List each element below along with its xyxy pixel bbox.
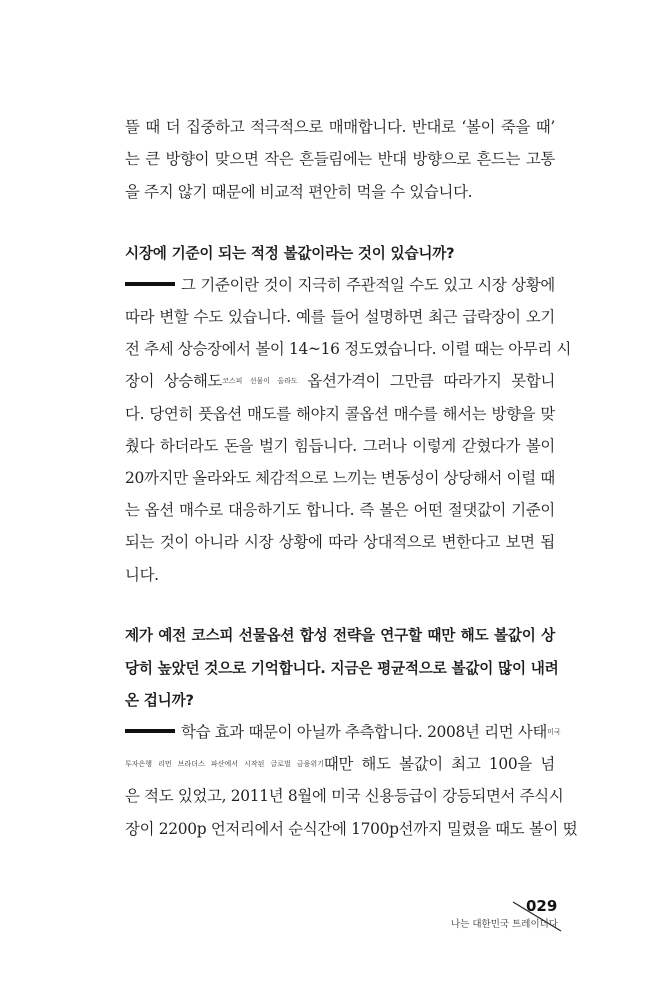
answer-text-line: 은 적도 있었고, 2011년 8월에 미국 신용등급이 강등되면서 주식시 — [125, 787, 564, 805]
answer-text: 학습 효과 때문이 아닐까 추측합니다. 2008년 리먼 사태 — [181, 723, 548, 741]
question-heading-line: 당히 높았던 것으로 기억합니다. 지금은 평균적으로 볼값이 많이 내려 — [125, 660, 559, 677]
answer-text-line: 되는 것이 아니라 시장 상황에 따라 상대적으로 변한다고 보면 됩 — [125, 533, 555, 551]
answer-text: 그 기준이란 것이 지극히 주관적일 수도 있고 시장 상황에 — [181, 276, 555, 294]
question-heading-line: 온 겁니까? — [125, 692, 194, 709]
answer-text-line: 다. 당연히 풋옵션 매도를 해야지 콜옵션 매수를 해서는 방향을 맞 — [125, 405, 555, 423]
question-heading-line: 제가 예전 코스피 선물옵션 합성 전략을 연구할 때만 해도 볼값이 상 — [125, 627, 555, 644]
page-number: 029 — [526, 897, 558, 915]
answer-text: 장이 상승해도 — [125, 372, 223, 390]
answer-text: 때만 해도 볼값이 최고 100을 넘 — [323, 755, 555, 773]
body-text-line: 는 큰 방향이 맞으면 작은 흔들림에는 반대 방향으로 흔드는 고통 — [125, 150, 555, 168]
question-heading: 시장에 기준이 되는 적정 볼값이라는 것이 있습니까? — [125, 245, 455, 262]
inline-gloss: 미국 — [547, 728, 561, 736]
answer-text-line: 20까지만 올라와도 체감적으로 느끼는 변동성이 상당해서 이럴 때 — [125, 469, 555, 487]
answer-text-line: 췄다 하더라도 돈을 벌기 힘듭니다. 그러나 이렇게 갇혔다가 볼이 — [125, 437, 555, 455]
answer-text: 옵션가격이 그만큼 따라가지 못합니 — [297, 372, 556, 390]
inline-gloss: 코스피 선물이 올라도 — [222, 377, 298, 385]
answer-text-line: 장이 2200p 언저리에서 순식간에 1700p선까지 밀렸을 때도 볼이 떴 — [125, 820, 578, 838]
answer-text-line: 전 추세 상승장에서 볼이 14~16 정도였습니다. 이럴 때는 아무리 시 — [125, 340, 572, 358]
running-book-title: 나는 대한민국 트레이더다 — [451, 919, 558, 930]
answer-text-line: 는 옵션 매수로 대응하기도 합니다. 즉 볼은 어떤 절댓값이 기준이 — [125, 501, 555, 519]
body-text-line: 뜰 때 더 집중하고 적극적으로 매매합니다. 반대로 ‘볼이 죽을 때’ — [125, 118, 555, 136]
answer-text-line: 따라 변할 수도 있습니다. 예를 들어 설명하면 최근 급락장이 오기 — [125, 308, 555, 326]
answer-text-line: 니다. — [125, 566, 159, 584]
body-text-line: 을 주지 않기 때문에 비교적 편안히 먹을 수 있습니다. — [125, 183, 473, 201]
inline-gloss: 투자은행 리먼 브라더스 파산에서 시작된 글로벌 금융위기 — [125, 760, 324, 768]
